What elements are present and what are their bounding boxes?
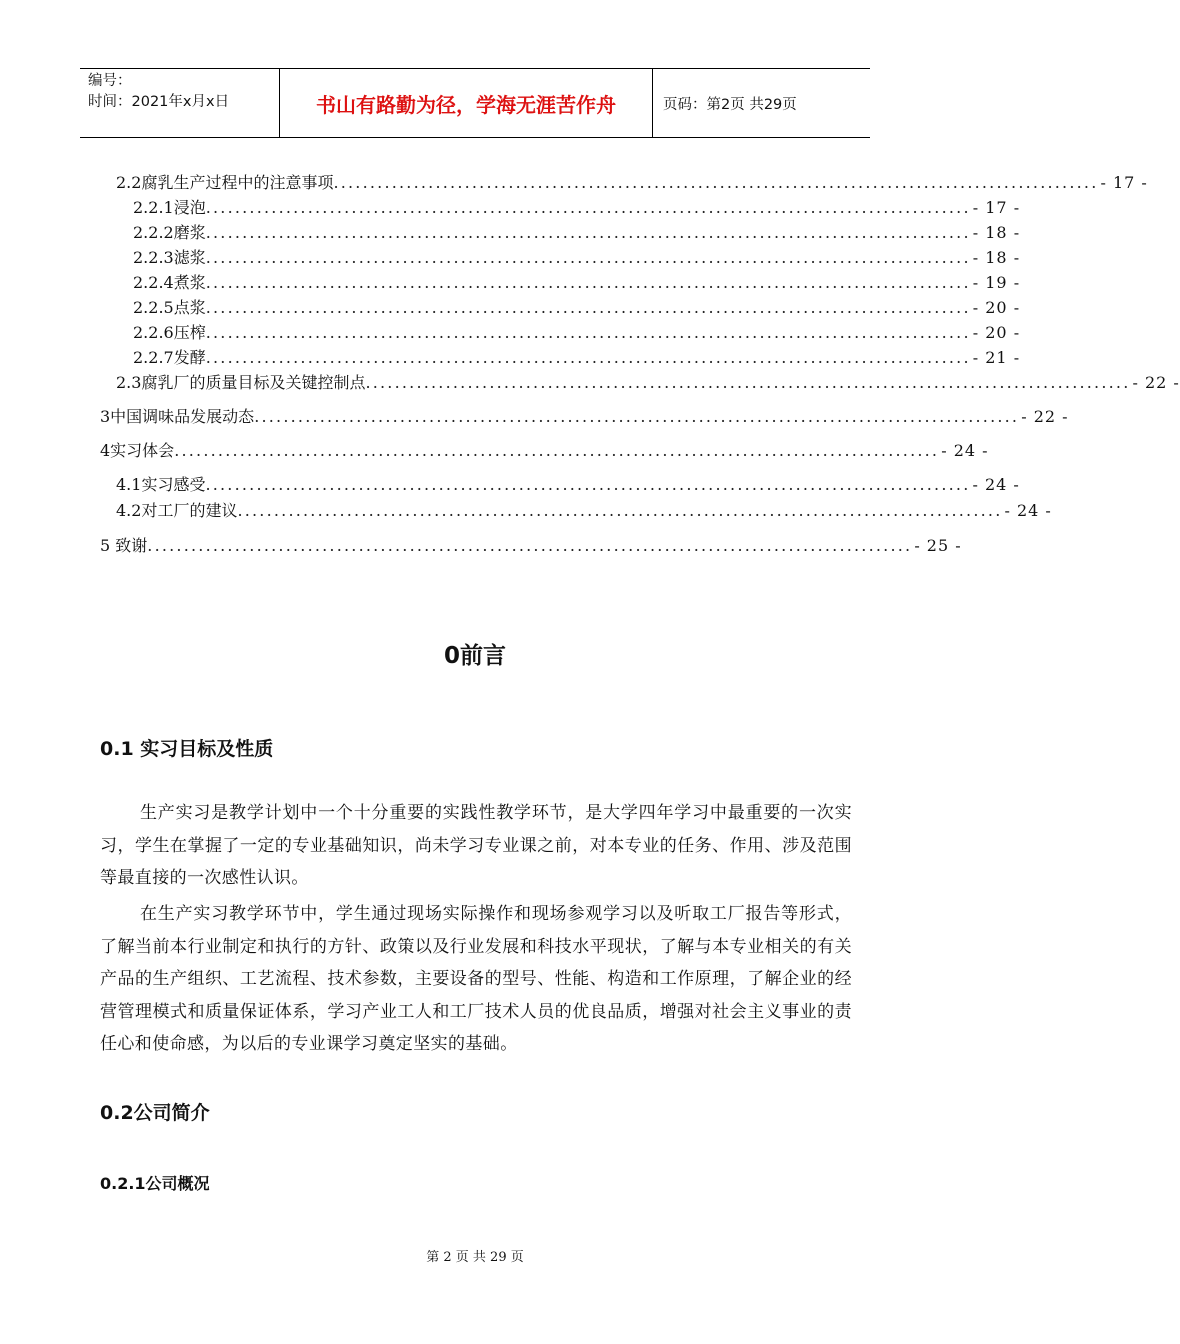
toc-entry[interactable] <box>133 245 1021 268</box>
toc-entry[interactable] <box>100 533 962 556</box>
toc-leader: ......................................................................................................... <box>365 373 1131 392</box>
section-heading: 0.2公司简介 <box>100 1102 210 1124</box>
toc-entry-page: - 25 - <box>914 536 962 555</box>
toc-entry-page: - 19 - <box>972 273 1021 292</box>
header-page-info: 页码：第2页 共29页 <box>663 96 797 113</box>
toc-entry-title: 2.2.6压榨 <box>133 323 206 342</box>
subsection-heading: 0.2.1公司概况 <box>100 1174 210 1193</box>
toc-entry[interactable] <box>133 270 1021 293</box>
toc-entry[interactable] <box>100 404 1069 427</box>
toc-leader: ......................................................................................................... <box>237 501 1003 520</box>
toc-entry[interactable] <box>133 320 1021 343</box>
toc-entry-title: 3中国调味品发展动态 <box>100 407 255 426</box>
toc-entry-page: - 17 - <box>1100 173 1148 192</box>
toc-entry-page: - 24 - <box>972 475 1020 494</box>
toc-entry-page: - 24 - <box>1004 501 1052 520</box>
toc-entry-title: 2.2.1浸泡 <box>133 198 206 217</box>
toc-entry-title: 4.1实习感受 <box>116 475 206 494</box>
toc-leader: ......................................................................................................... <box>205 475 971 494</box>
toc-entry-page: - 22 - <box>1021 407 1069 426</box>
toc-entry[interactable] <box>100 438 989 461</box>
toc-entry-title: 2.2.7发酵 <box>133 348 206 367</box>
toc-leader: ......................................................................................................... <box>205 273 971 292</box>
toc-entry[interactable] <box>133 195 1021 218</box>
toc-entry-page: - 18 - <box>972 248 1021 267</box>
toc-entry-page: - 21 - <box>972 348 1021 367</box>
toc-entry-page: - 20 - <box>972 298 1021 317</box>
toc-entry-title: 2.2.2磨浆 <box>133 223 206 242</box>
toc-leader: ......................................................................................................... <box>205 223 971 242</box>
toc-entry[interactable] <box>116 472 1020 495</box>
toc-entry-page: - 22 - <box>1132 373 1180 392</box>
header-motto: 书山有路勤为径，学海无涯苦作舟 <box>280 69 653 137</box>
toc-entry-title: 4实习体会 <box>100 441 175 460</box>
toc-entry-title: 2.2.3滤浆 <box>133 248 206 267</box>
body-paragraph: 生产实习是教学计划中一个十分重要的实践性教学环节，是大学四年学习中最重要的一次实习，学生在掌握了一定的专业基础知识，尚未学习专业课之前，对本专业的任务、作用、涉及范围等最直接的一次感性认识。 <box>100 803 852 888</box>
toc-entry-title: 2.3腐乳厂的质量目标及关键控制点 <box>116 373 366 392</box>
toc-leader: ......................................................................................................... <box>205 298 971 317</box>
toc-entry[interactable] <box>116 170 1148 193</box>
page-footer: 第 2 页 共 29 页 <box>426 1250 524 1265</box>
toc-entry[interactable] <box>116 498 1052 521</box>
toc-entry-title: 2.2.4煮浆 <box>133 273 206 292</box>
toc-entry-page: - 20 - <box>972 323 1021 342</box>
toc-entry-title: 5 致谢 <box>100 536 148 555</box>
section-heading: 0.1 实习目标及性质 <box>100 738 274 760</box>
toc-leader: ......................................................................................................... <box>205 323 971 342</box>
header-meta <box>80 69 280 137</box>
toc-entry-page: - 18 - <box>972 223 1021 242</box>
toc-entry-title: 2.2腐乳生产过程中的注意事项 <box>116 173 334 192</box>
toc-leader: ......................................................................................................... <box>254 407 1020 426</box>
toc-leader: ......................................................................................................... <box>205 248 971 267</box>
page-header <box>80 68 870 138</box>
toc-entry[interactable] <box>133 220 1021 243</box>
toc-entry-page: - 17 - <box>972 198 1021 217</box>
toc-entry-page: - 24 - <box>941 441 989 460</box>
document-time-label: 时间：2021年x月x日 <box>88 94 230 110</box>
toc-leader: ......................................................................................................... <box>205 198 971 217</box>
toc-leader: ......................................................................................................... <box>147 536 913 555</box>
toc-leader: ......................................................................................................... <box>174 441 940 460</box>
toc-entry[interactable] <box>133 295 1021 318</box>
toc-entry[interactable] <box>116 370 1180 393</box>
body-paragraph: 在生产实习教学环节中，学生通过现场实际操作和现场参观学习以及听取工厂报告等形式，了解当前本行业制定和执行的方针、政策以及行业发展和科技水平现状，了解与本专业相关的有关产品的生产组织、工艺流程、技术参数，主要设备的型号、性能、构造和工作原理，了解企业的经营管理模式和质量保证体系，学习产业工人和工厂技术人员的优良品质，增强对社会主义事业的责任心和使命感，为以后的专业课学习奠定坚实的基础。 <box>100 904 852 1054</box>
toc-entry-title: 2.2.5点浆 <box>133 298 206 317</box>
chapter-title: 0前言 <box>443 643 506 669</box>
document-number-label: 编号： <box>88 73 132 89</box>
toc-entry-title: 4.2对工厂的建议 <box>116 501 238 520</box>
toc-entry[interactable] <box>133 345 1021 368</box>
toc-leader: ......................................................................................................... <box>333 173 1099 192</box>
toc-leader: ......................................................................................................... <box>205 348 971 367</box>
